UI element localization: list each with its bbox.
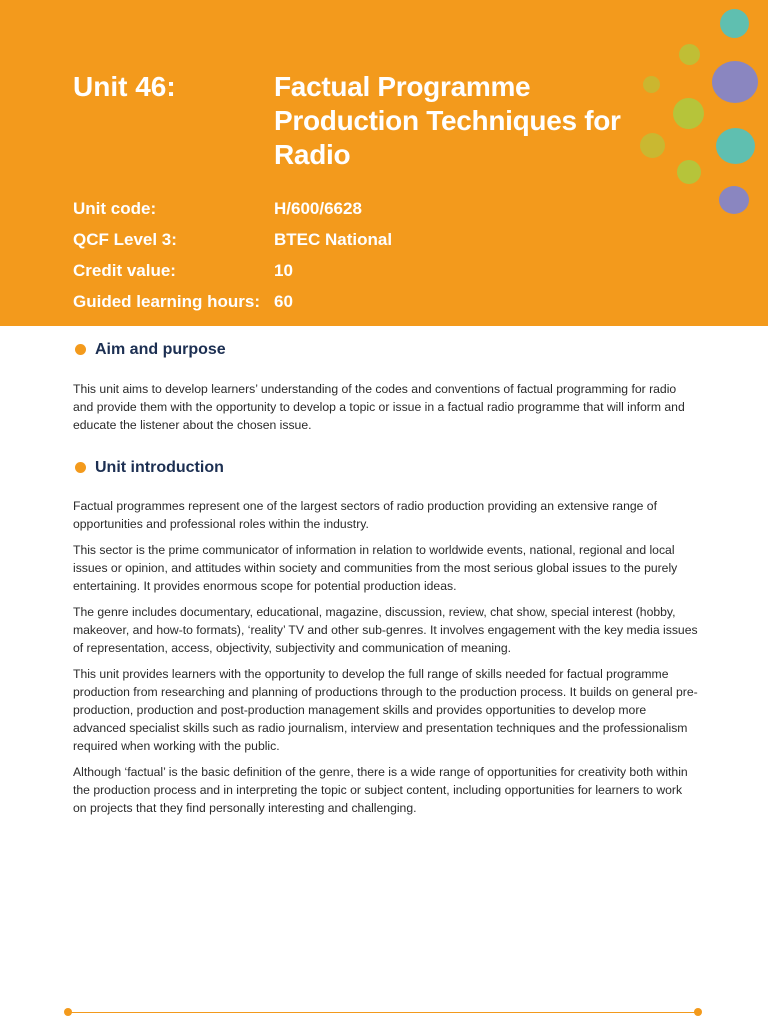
unit-title-line: Radio [274,139,351,170]
section-heading-text: Aim and purpose [95,341,226,358]
footer-divider [68,1012,698,1013]
meta-value: 10 [274,261,293,280]
unit-header-banner [0,0,768,326]
bullet-dot-icon [75,462,86,473]
section-heading-intro [75,459,224,477]
unit-title-line: Production Techniques for [274,105,621,136]
meta-value: BTEC National [274,230,393,249]
section-heading-text: Unit introduction [95,459,224,476]
decorative-dot-icon [716,128,755,164]
section-heading-aim [75,341,226,359]
decorative-dot-icon [719,186,749,214]
paragraph: The genre includes documentary, educational, magazine, discussion, review, chat show, special interest (hobby, makeover, and how-to formats), ‘reality’ TV and other sub-genres. It involves engagement with the key media issues of representation, access, objectivity, subjectivity and communication of meaning. [73,605,698,655]
bullet-dot-icon [75,344,86,355]
section-body-intro [73,497,698,825]
meta-key: Guided learning hours: [73,292,261,311]
meta-key: Credit value: [73,261,176,280]
footer-dot-icon [64,1008,72,1016]
section-body-aim [73,380,698,442]
unit-title [274,70,704,172]
paragraph: This sector is the prime communicator of information in relation to worldwide events, national, regional and local issues or opinion, and attitudes within society and communities from the most serious global issues to the purely entertaining. It provides enormous scope for potential production ideas. [73,543,678,593]
unit-title-line: Factual Programme [274,71,531,102]
decorative-dot-icon [720,9,749,38]
footer-dot-icon [694,1008,702,1016]
unit-number: Unit 46: [73,71,176,102]
paragraph: Factual programmes represent one of the largest sectors of radio production providing an extensive range of opportunities and professional roles within the industry. [73,499,657,531]
paragraph: This unit aims to develop learners’ understanding of the codes and conventions of factual programming for radio and provide them with the opportunity to develop a topic or issue in a factual radio programme that will inform and educate the listener about the chosen issue. [73,382,685,432]
meta-key: QCF Level 3: [73,230,177,249]
meta-value: H/600/6628 [274,199,362,218]
decorative-dot-icon [679,44,700,65]
paragraph: This unit provides learners with the opportunity to develop the full range of skills needed for factual programme production from researching and planning of productions through to the production process. It builds on general pre-production, production and post-production management skills and provides opportunities to develop more advanced specialist skills such as radio journalism, interview and presentation techniques and the professionalism required when working with the public. [73,667,698,753]
meta-value: 60 [274,292,293,311]
decorative-dot-icon [712,61,758,103]
paragraph: Although ‘factual’ is the basic definition of the genre, there is a wide range of opportunities for creativity both within the production process and in interpreting the topic or subject content, including opportunities for learners to work on projects that they find personally interesting and challenging. [73,765,688,815]
meta-key: Unit code: [73,199,157,218]
